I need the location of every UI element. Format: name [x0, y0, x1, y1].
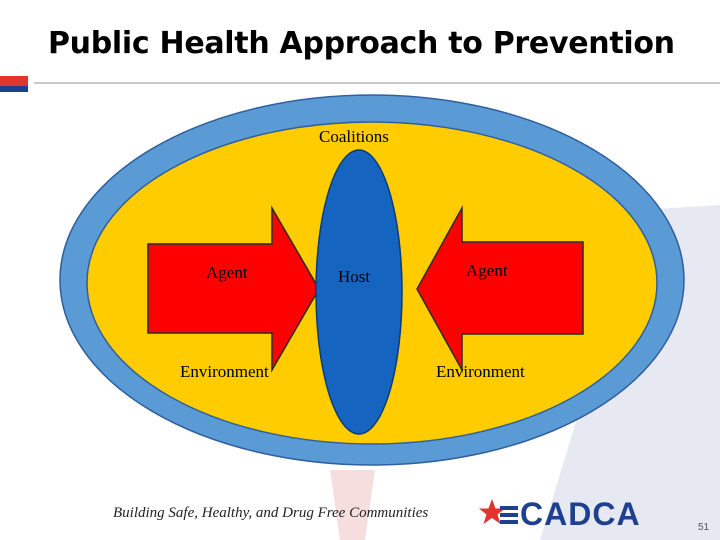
- page-number: 51: [698, 522, 710, 533]
- slide-title: Public Health Approach to Prevention: [48, 26, 675, 61]
- right-agent-label: Agent: [466, 261, 508, 280]
- left-agent-label: Agent: [206, 263, 248, 282]
- logo-text: CADCA: [520, 496, 641, 532]
- host-label: Host: [338, 267, 371, 286]
- host-oval: [316, 150, 402, 434]
- coalitions-label: Coalitions: [319, 127, 389, 146]
- cadca-logo: [478, 497, 641, 531]
- footer-tagline: Building Safe, Healthy, and Drug Free Communities: [113, 505, 429, 521]
- left-environment-label: Environment: [180, 362, 269, 381]
- star-stripes-icon: [478, 497, 518, 531]
- right-environment-label: Environment: [436, 362, 525, 381]
